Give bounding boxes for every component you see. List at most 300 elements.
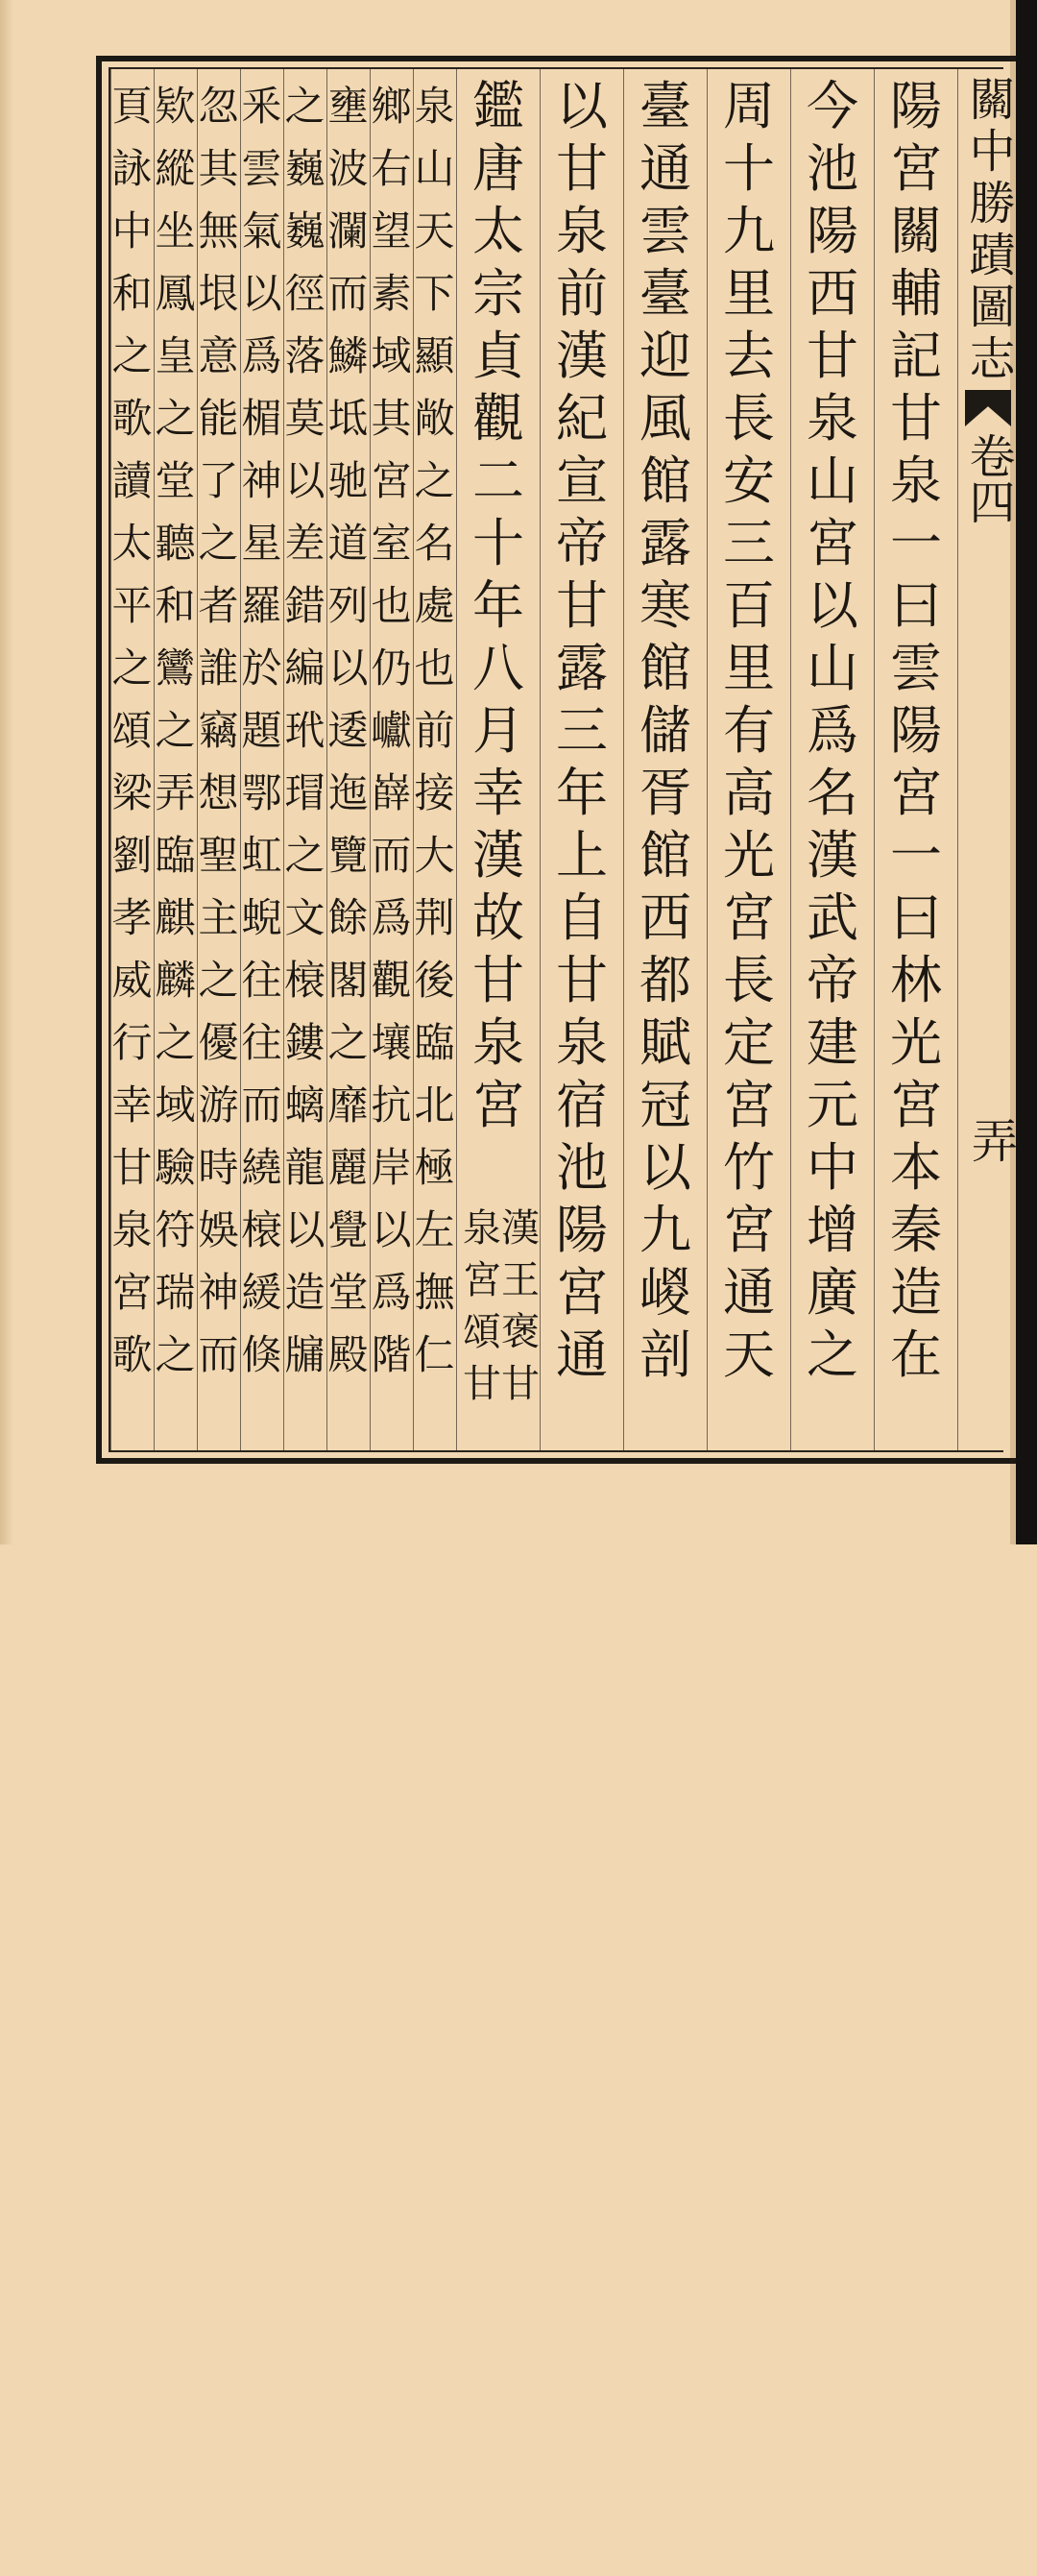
character: 鸞 [155,644,196,692]
character: 觀 [371,957,412,1004]
character: 陽 [890,76,942,136]
character: 龍 [284,1144,326,1191]
character: 八 [472,638,524,698]
character: 極 [414,1144,455,1191]
character: 爲 [241,332,282,379]
character: 孝 [111,894,153,941]
character: 胥 [639,763,691,823]
character: 宮 [472,1075,524,1135]
character: 雲 [241,145,282,192]
character: 下 [414,270,455,317]
character: 差 [284,520,326,567]
note-character: 泉 [463,1206,501,1251]
character: 縱 [155,145,196,192]
text-column [197,75,240,1448]
character: 以 [371,1206,412,1253]
character: 周 [723,76,775,136]
character: 迎 [639,326,691,386]
character: 行 [111,1019,153,1066]
character: 以 [284,1206,326,1253]
character: 瑞 [155,1269,196,1316]
character: 之 [284,832,326,879]
character: 九 [639,1200,691,1260]
character: 剖 [639,1324,691,1385]
character: 甘 [890,388,942,449]
character: 域 [155,1081,196,1129]
character: 造 [890,1262,942,1323]
character: 嶭 [371,769,412,816]
character: 元 [807,1075,858,1135]
text-column [240,75,283,1448]
column-rule [110,69,111,1450]
character: 其 [371,395,412,442]
character: 瀾 [327,207,369,255]
character: 賦 [639,1012,691,1073]
character: 之 [155,707,196,754]
character: 素 [371,270,412,317]
character: 長 [723,388,775,449]
character: 冠 [639,1075,691,1135]
character: 麗 [327,1144,369,1191]
text-column [413,75,456,1448]
character: 之 [111,644,153,692]
character: 帝 [556,513,608,573]
column-rule [154,69,155,1450]
character: 前 [556,263,608,324]
character: 宮 [371,457,412,504]
character: 覺 [327,1206,369,1253]
character: 題 [241,707,282,754]
character: 露 [556,638,608,698]
character: 風 [639,388,691,449]
character: 抗 [371,1081,412,1129]
margin-title [963,75,1013,524]
character: 壅 [327,83,369,130]
character: 顯 [414,332,455,379]
character: 甘 [556,575,608,636]
character: 臨 [155,832,196,879]
character: 鱗 [327,332,369,379]
character: 幸 [472,763,524,823]
character: 驰 [327,457,369,504]
character: 泉 [414,83,455,130]
character: 三 [723,513,775,573]
character: 陽 [807,201,858,261]
character: 雲 [890,638,942,698]
character: 玳 [284,707,326,754]
character: 三 [556,700,608,761]
character: 之 [155,1019,196,1066]
character: 年 [556,763,608,823]
character: 壤 [371,1019,412,1066]
character: 鑑 [472,76,524,136]
character: 其 [198,145,239,192]
character: 林 [890,950,942,1010]
character: 定 [723,1012,775,1073]
character: 漢 [472,825,524,886]
character: 中 [111,207,153,255]
character: 一 [890,825,942,886]
character: 曰 [890,575,942,636]
character: 山 [414,145,455,192]
character: 北 [414,1081,455,1129]
character: 泉 [807,388,858,449]
character: 而 [371,832,412,879]
character: 甘 [807,326,858,386]
character: 氣 [241,207,282,255]
character: 之 [155,395,196,442]
character: 在 [890,1324,942,1385]
text-column [110,75,154,1448]
character: 安 [723,450,775,511]
character: 繞 [241,1144,282,1191]
character: 也 [371,582,412,629]
character: 宮 [890,1075,942,1135]
character: 甘 [556,138,608,199]
character: 螭 [284,1081,326,1129]
character: 意 [198,332,239,379]
character: 之 [111,332,153,379]
character: 百 [723,575,775,636]
character: 誰 [198,644,239,692]
note-character: 褒 [501,1310,540,1354]
character: 羅 [241,582,282,629]
character: 能 [198,395,239,442]
character: 陽 [556,1200,608,1260]
character: 以 [284,457,326,504]
character: 臺 [639,76,691,136]
character: 逶 [327,707,369,754]
character: 榱 [284,957,326,1004]
character: 歌 [111,1331,153,1378]
character: 增 [807,1200,858,1260]
character: 堂 [155,457,196,504]
character: 宮 [111,1269,153,1316]
character: 宮 [723,1075,775,1135]
character: 和 [111,270,153,317]
character: 九 [723,201,775,261]
character: 波 [327,145,369,192]
character: 泉 [111,1206,153,1253]
character: 和 [155,582,196,629]
column-rule [326,69,327,1450]
character: 莫 [284,395,326,442]
character: 年 [472,575,524,636]
character: 臺 [639,263,691,324]
character: 故 [472,887,524,948]
character: 殿 [327,1331,369,1378]
text-column [792,75,873,1448]
character: 爲 [807,700,858,761]
character: 宮 [890,138,942,199]
character: 今 [807,76,858,136]
character: 之 [327,1019,369,1066]
character: 名 [414,520,455,567]
character: 廣 [807,1262,858,1323]
character: 餘 [327,894,369,941]
character: 右 [371,145,412,192]
character: 宮 [723,1200,775,1260]
character: 中 [807,1137,858,1198]
character: 而 [327,270,369,317]
character: 建 [807,1012,858,1073]
text-column [154,75,197,1448]
character: 神 [198,1269,239,1316]
character: 往 [241,1019,282,1066]
character: 劉 [111,832,153,879]
character: 撫 [414,1269,455,1316]
character: 優 [198,1019,239,1066]
character: 關 [890,201,942,261]
note-character: 甘 [463,1362,501,1406]
character: 符 [155,1206,196,1253]
column-rule [413,69,414,1450]
character: 處 [414,582,455,629]
character: 鳳 [155,270,196,317]
character: 了 [198,457,239,504]
character: 域 [371,332,412,379]
character: 陽 [890,700,942,761]
character: 而 [198,1331,239,1378]
note-character: 宮 [463,1258,501,1302]
character: 弄 [155,769,196,816]
character: 館 [639,450,691,511]
column-rule [240,69,241,1450]
character: 甘 [472,950,524,1010]
character: 天 [414,207,455,255]
character: 文 [284,894,326,941]
character: 太 [111,520,153,567]
column-rule [197,69,198,1450]
column-rule [540,69,541,1450]
character: 垠 [198,270,239,317]
character: 頁 [111,83,153,130]
character: 之 [198,957,239,1004]
character: 甘 [111,1144,153,1191]
character: 堂 [327,1269,369,1316]
margin-volume: 卷四 [961,432,1015,524]
character: 泉 [556,1012,608,1073]
note-character: 漢 [501,1206,540,1251]
column-rule [283,69,284,1450]
character: 光 [723,825,775,886]
character: 仁 [414,1331,455,1378]
character: 通 [639,138,691,199]
character: 往 [241,957,282,1004]
character: 之 [198,520,239,567]
character: 甘 [556,950,608,1010]
character: 宮 [807,513,858,573]
character: 讀 [111,457,153,504]
character: 高 [723,763,775,823]
character: 之 [155,1331,196,1378]
column-rule [707,69,708,1450]
column-rule [370,69,371,1450]
character: 游 [198,1081,239,1129]
character: 梁 [111,769,153,816]
character: 之 [414,457,455,504]
character: 寒 [639,575,691,636]
character: 宣 [556,450,608,511]
character: 以 [327,644,369,692]
character: 幸 [111,1081,153,1129]
character: 長 [723,950,775,1010]
character: 光 [890,1012,942,1073]
character: 虹 [241,832,282,879]
character: 者 [198,582,239,629]
character: 時 [198,1144,239,1191]
character: 輔 [890,263,942,324]
character: 聖 [198,832,239,879]
character: 迤 [327,769,369,816]
character: 鄂 [241,769,282,816]
inline-note-column [463,1203,501,2576]
character: 宮 [723,887,775,948]
character: 自 [556,887,608,948]
character: 十 [472,513,524,573]
character: 上 [556,825,608,886]
character: 秦 [890,1200,942,1260]
character: 紀 [556,388,608,449]
character: 牖 [284,1331,326,1378]
character: 爲 [371,894,412,941]
character: 以 [807,575,858,636]
text-column [326,75,370,1448]
character: 巍 [284,207,326,255]
fish-tail-mark [965,390,1011,426]
character: 室 [371,520,412,567]
character: 覽 [327,832,369,879]
character: 楣 [241,395,282,442]
character: 神 [241,457,282,504]
character: 想 [198,769,239,816]
character: 望 [371,207,412,255]
character: 閣 [327,957,369,1004]
character: 階 [371,1331,412,1378]
character: 十 [723,138,775,199]
margin-title-text: 關中勝蹟圖志 [961,75,1015,386]
character: 觀 [472,388,524,449]
character: 有 [723,700,775,761]
character: 列 [327,582,369,629]
character: 山 [807,450,858,511]
character: 大 [414,832,455,879]
character: 武 [807,887,858,948]
character: 鏤 [284,1019,326,1066]
character: 麒 [155,894,196,941]
character: 頌 [111,707,153,754]
character: 通 [556,1324,608,1385]
text-column [709,75,789,1448]
character: 宮 [890,763,942,823]
character: 池 [556,1137,608,1198]
character: 忽 [198,83,239,130]
character: 後 [414,957,455,1004]
character: 皇 [155,332,196,379]
character: 西 [807,263,858,324]
character: 麟 [155,957,196,1004]
character: 泉 [556,201,608,261]
character: 岸 [371,1144,412,1191]
character: 驗 [155,1144,196,1191]
character: 池 [807,138,858,199]
character: 帝 [807,950,858,1010]
character: 竹 [723,1137,775,1198]
character: 仍 [371,644,412,692]
character: 於 [241,644,282,692]
character: 緩 [241,1269,282,1316]
character: 記 [890,326,942,386]
page-shadow [0,0,13,1544]
character: 以 [556,76,608,136]
character: 西 [639,887,691,948]
character: 主 [198,894,239,941]
character: 館 [639,825,691,886]
character: 通 [723,1262,775,1323]
column-rule [456,69,457,1450]
character: 一 [890,513,942,573]
character: 徑 [284,270,326,317]
character: 曰 [890,887,942,948]
character: 臨 [414,1019,455,1066]
character: 敞 [414,395,455,442]
character: 而 [241,1081,282,1129]
character: 道 [327,520,369,567]
character: 蜺 [241,894,282,941]
character: 巍 [284,145,326,192]
column-rule [623,69,624,1450]
text-column [625,75,706,1448]
character: 瑁 [284,769,326,816]
character: 二 [472,450,524,511]
column-rule [790,69,791,1450]
character: 太 [472,201,524,261]
character: 荆 [414,894,455,941]
character: 宮 [556,1262,608,1323]
character: 去 [723,326,775,386]
character: 榱 [241,1206,282,1253]
character: 釆 [241,83,282,130]
note-character: 王 [501,1258,540,1302]
note-character: 頌 [463,1310,501,1354]
character: 宗 [472,263,524,324]
character: 漢 [807,825,858,886]
text-column [283,75,326,1448]
character: 本 [890,1137,942,1198]
character: 倏 [241,1331,282,1378]
character: 欵 [155,83,196,130]
character: 接 [414,769,455,816]
character: 之 [807,1324,858,1385]
note-character: 甘 [501,1362,540,1406]
character: 竊 [198,707,239,754]
character: 落 [284,332,326,379]
folio-number: 弄 [972,1115,1019,1169]
character: 都 [639,950,691,1010]
character: 聽 [155,520,196,567]
character: 山 [807,638,858,698]
character: 月 [472,700,524,761]
character: 嵕 [639,1262,691,1323]
character: 詠 [111,145,153,192]
character: 娛 [198,1206,239,1253]
character: 星 [241,520,282,567]
character: 鄉 [371,83,412,130]
character: 漢 [556,326,608,386]
character: 左 [414,1206,455,1253]
text-column [876,75,956,1448]
character: 巘 [371,707,412,754]
